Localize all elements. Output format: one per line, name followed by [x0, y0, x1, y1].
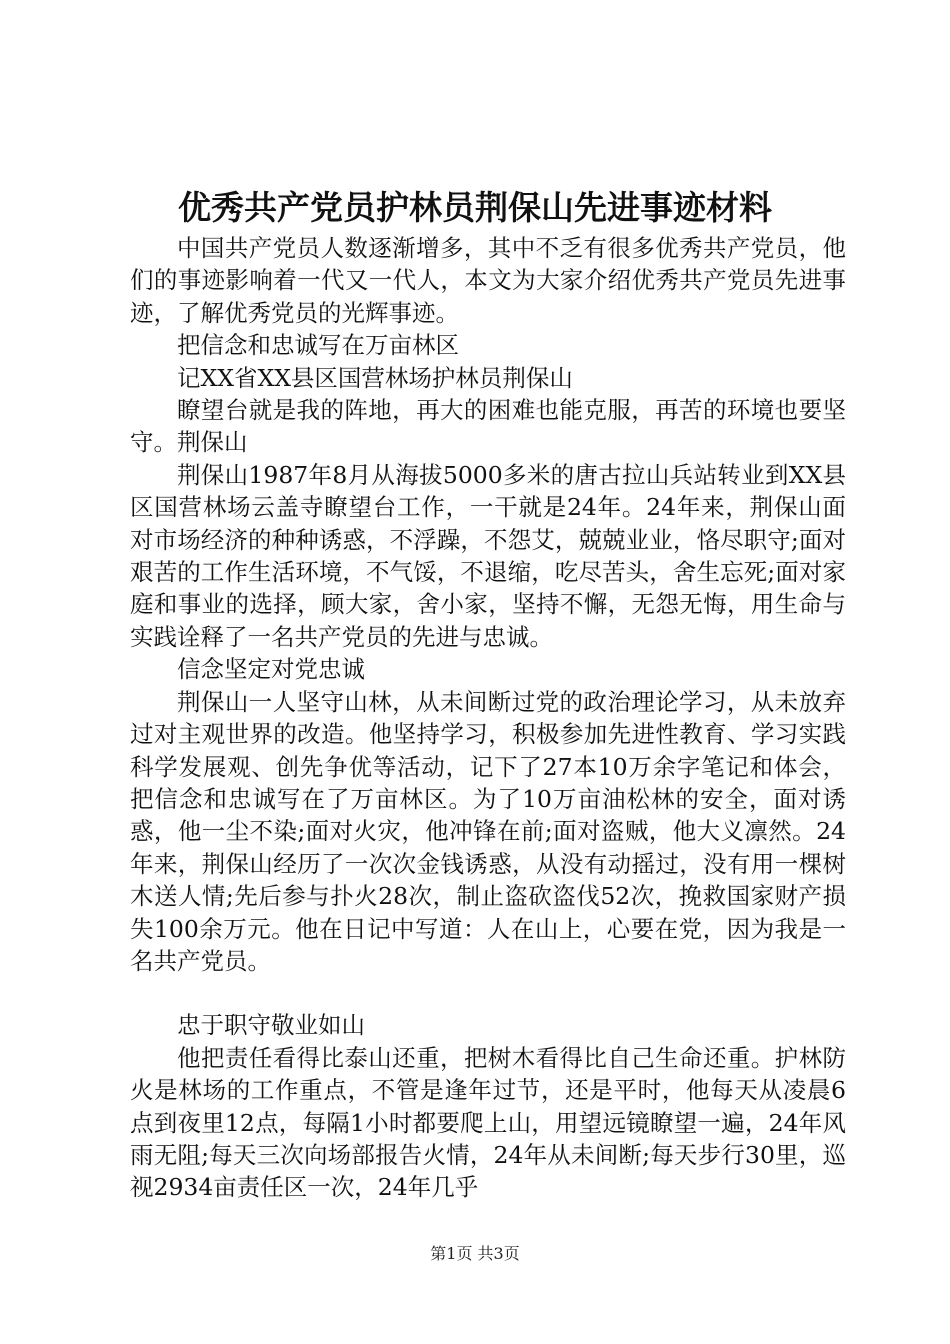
background-paragraph: 荆保山1987年8月从海拔5000多米的唐古拉山兵站转业到XX县区国营林场云盖寺瞭望台工作，一干就是24年。24年来，荆保山面对市场经济的种种诱惑，不浮躁，不怨艾，兢兢业业，恪尽职守;面对艰苦的工作生活环境，不气馁，不退缩，吃尽苦头，舍生忘死;面对家庭和事业的选择，顾大家，舍小家，坚持不懈，无怨无悔，用生命与实践诠释了一名共产党员的先进与忠诚。 — [130, 460, 846, 651]
section-heading-faith: 信念坚定对党忠诚 — [177, 655, 365, 684]
document-body — [130, 232, 846, 1204]
intro-paragraph: 中国共产党员人数逐渐增多，其中不乏有很多优秀共产党员，他们的事迹影响着一代又一代人，本文为大家介绍优秀共产党员先进事迹，了解优秀党员的光辉事迹。 — [130, 234, 846, 327]
document-title: 优秀共产党员护林员荆保山先进事迹材料 — [178, 188, 772, 227]
headline-line: 把信念和忠诚写在万亩林区 — [177, 331, 459, 360]
page-footer: 第1页 共3页 — [430, 1244, 520, 1263]
quote-paragraph: 瞭望台就是我的阵地，再大的困难也能克服，再苦的环境也要坚守。荆保山 — [130, 396, 846, 457]
section-heading-duty: 忠于职守敬业如山 — [177, 1011, 365, 1040]
byline-line: 记XX省XX县区国营林场护林员荆保山 — [177, 363, 573, 392]
duty-paragraph: 他把责任看得比泰山还重，把树木看得比自己生命还重。护林防火是林场的工作重点，不管是逢年过节，还是平时，他每天从凌晨6点到夜里12点，每隔1小时都要爬上山，用望远镜瞭望一遍，24年风雨无阻;每天三次向场部报告火情，24年从未间断;每天步行30里，巡视2934亩责任区一次，24年几乎 — [130, 1043, 846, 1202]
faith-paragraph: 荆保山一人坚守山林，从未间断过党的政治理论学习，从未放弃过对主观世界的改造。他坚持学习，积极参加先进性教育、学习实践科学发展观、创先争优等活动，记下了27本10万余字笔记和体会，把信念和忠诚写在了万亩林区。为了10万亩油松林的安全，面对诱惑，他一尘不染;面对火灾，他冲锋在前;面对盗贼，他大义凛然。24年来，荆保山经历了一次次金钱诱惑，从没有动摇过，没有用一棵树木送人情;先后参与扑火28次，制止盗砍盗伐52次，挽救国家财产损失100余万元。他在日记中写道：人在山上，心要在党，因为我是一名共产党员。 — [130, 687, 846, 975]
